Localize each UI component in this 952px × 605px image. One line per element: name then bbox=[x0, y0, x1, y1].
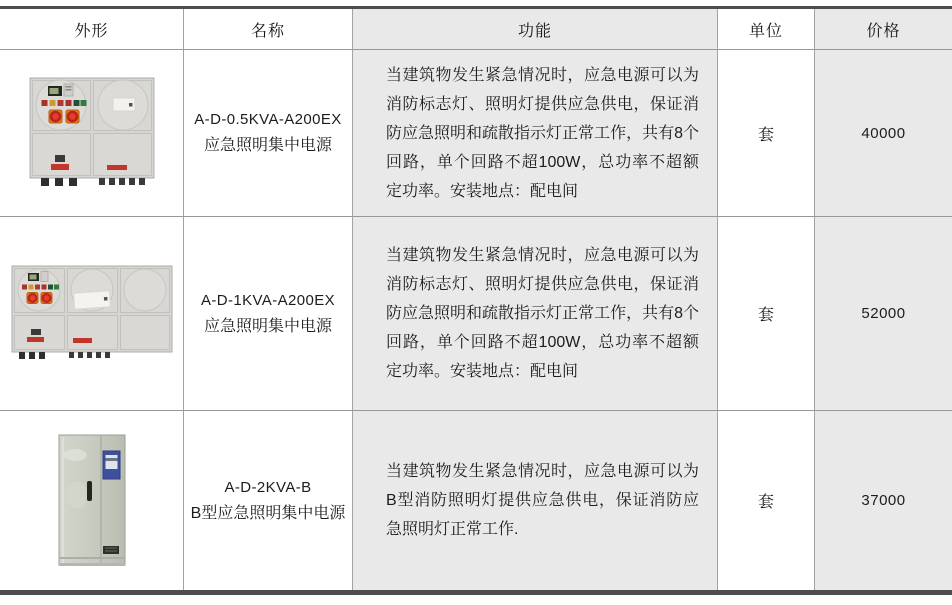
table-row-1-photo bbox=[0, 50, 184, 217]
product-description: 应急照明集中电源 bbox=[203, 137, 332, 154]
product-model: A-D-0.5KVA-A200EX bbox=[194, 111, 342, 128]
function-text: 当建筑物发生紧急情况时，应急电源可以为B型消防照明灯提供应急供电，保证消防应急照明灯正常工作. bbox=[386, 463, 699, 538]
product-photo-power-box-6-compartment bbox=[11, 265, 173, 363]
table-row-3-unit: 套 bbox=[718, 411, 815, 590]
col-header-function: 功能 bbox=[353, 9, 718, 50]
table-row-1-unit: 套 bbox=[718, 50, 815, 217]
table-row-1-price: 40000 bbox=[815, 50, 952, 217]
table-row-2-photo bbox=[0, 217, 184, 411]
table-row-2-unit: 套 bbox=[718, 217, 815, 411]
product-description: B型应急照明集中电源 bbox=[190, 504, 346, 522]
col-header-appearance: 外形 bbox=[0, 9, 184, 50]
product-photo-power-box-4-compartment bbox=[29, 77, 155, 189]
col-header-unit: 单位 bbox=[718, 9, 815, 50]
function-text: 当建筑物发生紧急情况时，应急电源可以为消防标志灯、照明灯提供应急供电，保证消防应急照明和疏散指示灯正常工作，共有8个回路，单个回路不超100W，总功率不超额定功率。安装地点：配电间 bbox=[386, 66, 699, 200]
table-row-2-price: 52000 bbox=[815, 217, 952, 411]
product-spec-table bbox=[0, 6, 952, 595]
col-header-price: 价格 bbox=[815, 9, 952, 50]
product-model: A-D-1KVA-A200EX bbox=[200, 291, 336, 309]
table-row-1-function bbox=[353, 50, 718, 217]
table-row-1-name bbox=[184, 50, 353, 217]
product-description: 应急照明集中电源 bbox=[203, 317, 332, 335]
table-row-2-function bbox=[353, 217, 718, 411]
table-row-3-name bbox=[184, 411, 353, 590]
table-row-3-function bbox=[353, 411, 718, 590]
table-row-2-name bbox=[184, 217, 353, 411]
table-row-3-price: 37000 bbox=[815, 411, 952, 590]
col-header-name: 名称 bbox=[184, 9, 353, 50]
product-photo-floor-cabinet bbox=[57, 433, 127, 569]
product-model: A-D-2KVA-B bbox=[224, 478, 312, 496]
function-text: 当建筑物发生紧急情况时，应急电源可以为消防标志灯、照明灯提供应急供电，保证消防应急照明和疏散指示灯正常工作，共有8个回路，单个回路不超100W，总功率不超额定功率。安装地点：配电间 bbox=[386, 247, 699, 380]
table-row-3-photo bbox=[0, 411, 184, 590]
